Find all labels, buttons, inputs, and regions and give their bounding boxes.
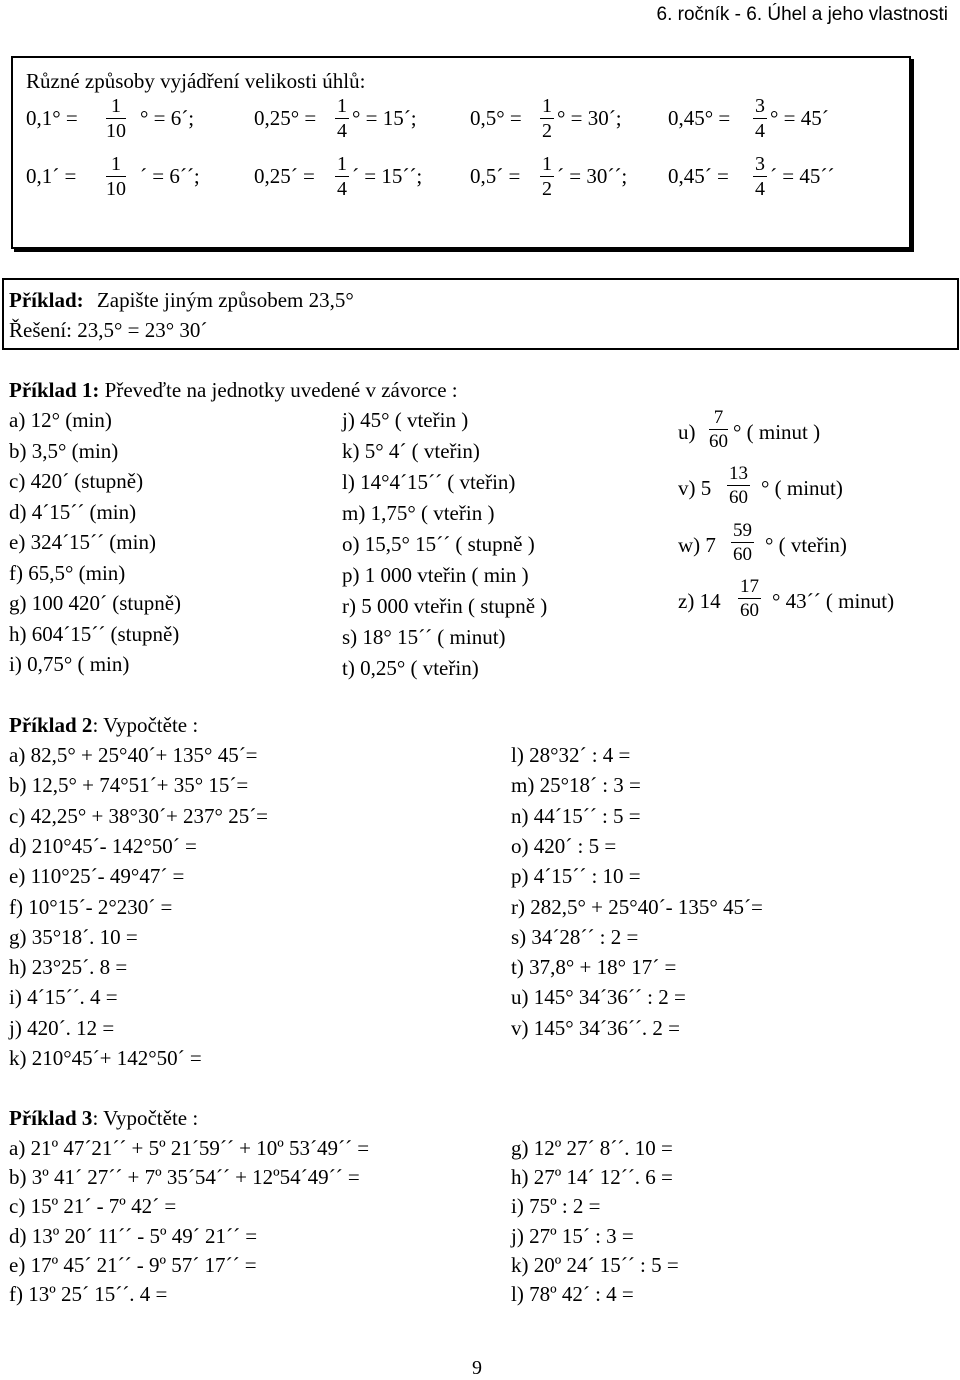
- conversion-rhs: ´ = 6´´;: [140, 164, 200, 188]
- example-task: Zapište jiným způsobem 23,5°: [96, 288, 354, 312]
- ex2-item: a) 82,5° + 25°40´+ 135° 45´=: [9, 743, 258, 767]
- ex1-item: t) 0,25° ( vteřin): [342, 656, 479, 680]
- fraction: [727, 464, 750, 507]
- fraction: [753, 96, 767, 141]
- ex3-item: i) 75º : 2 =: [511, 1194, 601, 1219]
- ex3-item: b) 3º 41´ 27´´ + 7º 35´54´´ + 12º54´49´´ =: [9, 1165, 360, 1190]
- ex1-item: p) 1 000 vteřin ( min ): [342, 563, 529, 587]
- ex1-item-prefix: u): [678, 420, 696, 444]
- ex1-item: k) 5° 4´ ( vteřin): [342, 439, 480, 463]
- fraction-numerator: 59: [733, 520, 752, 541]
- conversion-lhs: 0,1° =: [26, 106, 78, 130]
- conversion-rhs: ° = 45´: [770, 106, 829, 130]
- fraction-bar: [731, 542, 754, 543]
- fraction-bar: [709, 429, 728, 430]
- fraction-denominator: 60: [709, 431, 728, 452]
- ex3-item: f) 13º 25´ 15´´. 4 =: [9, 1282, 168, 1306]
- ex1-item: l) 14°4´15´´ ( vteřin): [342, 470, 516, 494]
- ex1-item-suffix: ° ( minut): [761, 476, 843, 500]
- ex1-item-suffix: ° ( vteřin): [765, 533, 847, 557]
- fraction: [106, 96, 126, 141]
- ex1-item: b) 3,5° (min): [9, 438, 119, 463]
- ex3-item: c) 15º 21´ - 7º 42´ =: [9, 1194, 177, 1219]
- ex2-item: o) 420´ : 5 =: [511, 833, 617, 858]
- fraction-numerator: 17: [740, 576, 759, 597]
- fraction-bar: [753, 118, 767, 119]
- ex3-item: d) 13º 20´ 11´´ - 5º 49´ 21´´ =: [9, 1223, 258, 1248]
- fraction: [540, 96, 554, 141]
- page-header: 6. ročník - 6. Úhel a jeho vlastnosti: [656, 4, 948, 25]
- fraction-denominator: 60: [733, 544, 752, 565]
- fraction-denominator: 2: [542, 120, 552, 142]
- page-number: 9: [472, 1357, 482, 1379]
- ex3-label: Příklad 3: [9, 1106, 93, 1130]
- ex1-item: m) 1,75° ( vteřin ): [342, 501, 495, 525]
- fraction: [335, 154, 349, 199]
- fraction-bar: [335, 176, 349, 177]
- fraction-bar: [106, 176, 126, 177]
- fraction-bar: [753, 176, 767, 177]
- ex2-item: b) 12,5° + 74°51´+ 35° 15´=: [9, 773, 249, 798]
- fraction-numerator: 1: [337, 153, 347, 175]
- ex1-label: Příklad 1:: [9, 378, 100, 402]
- conversion-lhs: 0,25° =: [254, 106, 317, 130]
- ex2-item: p) 4´15´´ : 10 =: [511, 864, 641, 889]
- fraction: [731, 521, 754, 564]
- fraction: [709, 408, 728, 451]
- ex1-item-prefix: w) 7: [678, 533, 716, 557]
- fraction-bar: [540, 118, 554, 119]
- fraction-bar: [727, 485, 750, 486]
- ex3-item: e) 17º 45´ 21´´ - 9º 57´ 17´´ =: [9, 1252, 257, 1277]
- conversion-lhs: 0,45´ =: [668, 164, 729, 188]
- ex2-item: h) 23°25´. 8 =: [9, 955, 128, 980]
- box-title: Různé způsoby vyjádření velikosti úhlů:: [26, 69, 366, 93]
- ex1-task: Převeďte na jednotky uvedené v závorce :: [104, 378, 458, 402]
- ex2-item: u) 145° 34´36´´ : 2 =: [511, 985, 686, 1010]
- example-line: [9, 290, 354, 311]
- conversion-lhs: 0,45° =: [668, 106, 731, 130]
- ex3-item: g) 12º 27´ 8´´. 10 =: [511, 1136, 673, 1160]
- fraction-denominator: 60: [729, 487, 748, 508]
- ex1-item: g) 100 420´ (stupně): [9, 591, 182, 615]
- conversion-lhs: 0,5° =: [470, 106, 522, 130]
- ex2-task: : Vypočtěte :: [92, 713, 199, 737]
- fraction: [540, 154, 554, 199]
- ex2-label: Příklad 2: [9, 713, 93, 737]
- example-label: Příklad:: [9, 288, 84, 312]
- ex3-item: h) 27º 14´ 12´´. 6 =: [511, 1165, 673, 1190]
- fraction-numerator: 3: [755, 95, 765, 117]
- fraction-bar: [540, 176, 554, 177]
- fraction: [335, 96, 349, 141]
- conversion-rhs: ´ = 45´´: [770, 164, 835, 188]
- ex2-item: v) 145° 34´36´´. 2 =: [511, 1015, 680, 1040]
- ex1-item: r) 5 000 vteřin ( stupně ): [342, 594, 548, 618]
- ex1-item-suffix: ° 43´´ ( minut): [772, 589, 895, 613]
- ex1-item: s) 18° 15´´ ( minut): [342, 625, 506, 649]
- ex1-item: e) 324´15´´ (min): [9, 530, 156, 554]
- ex2-item: l) 28°32´ : 4 =: [511, 743, 631, 767]
- fraction-denominator: 4: [755, 178, 765, 200]
- ex2-item: d) 210°45´- 142°50´ =: [9, 833, 197, 858]
- fraction-bar: [106, 118, 126, 119]
- ex3-heading: [9, 1108, 198, 1129]
- ex2-item: t) 37,8° + 18° 17´ =: [511, 955, 677, 980]
- ex2-item: f) 10°15´- 2°230´ =: [9, 894, 173, 919]
- fraction-denominator: 60: [740, 600, 759, 621]
- ex3-item: l) 78º 42´ : 4 =: [511, 1282, 634, 1306]
- conversion-rhs: ´ = 15´´;: [352, 164, 423, 188]
- ex2-item: j) 420´. 12 =: [9, 1015, 115, 1040]
- ex2-item: e) 110°25´- 49°47´ =: [9, 864, 185, 889]
- ex1-item: c) 420´ (stupně): [9, 469, 144, 493]
- ex1-item-prefix: z) 14: [678, 589, 721, 613]
- fraction-numerator: 13: [729, 463, 748, 484]
- fraction-numerator: 1: [111, 153, 121, 175]
- fraction-numerator: 1: [542, 153, 552, 175]
- ex2-item: i) 4´15´´. 4 =: [9, 985, 118, 1010]
- conversion-rhs: ´ = 30´´;: [557, 164, 628, 188]
- fraction-numerator: 7: [713, 407, 724, 428]
- ex1-item: j) 45° ( vteřin ): [342, 408, 469, 432]
- ex3-item: j) 27º 15´ : 3 =: [511, 1223, 634, 1248]
- fraction: [753, 154, 767, 199]
- ex1-heading: [9, 380, 458, 401]
- ex2-item: g) 35°18´. 10 =: [9, 924, 138, 949]
- fraction-denominator: 2: [542, 178, 552, 200]
- fraction-numerator: 1: [111, 95, 121, 117]
- fraction-numerator: 3: [755, 153, 765, 175]
- ex2-item: c) 42,25° + 38°30´+ 237° 25´=: [9, 803, 269, 828]
- fraction: [738, 577, 761, 620]
- ex1-item: a) 12° (min): [9, 408, 112, 432]
- conversion-lhs: 0,1´ =: [26, 164, 77, 188]
- example-solution: Řešení: 23,5° = 23° 30´: [9, 318, 208, 342]
- ex1-item: h) 604´15´´ (stupně): [9, 621, 180, 646]
- ex2-item: m) 25°18´ : 3 =: [511, 773, 641, 798]
- fraction-numerator: 1: [337, 95, 347, 117]
- ex1-item: o) 15,5° 15´´ ( stupně ): [342, 532, 535, 556]
- ex2-item: n) 44´15´´ : 5 =: [511, 803, 641, 828]
- ex2-item: s) 34´28´´ : 2 =: [511, 924, 639, 949]
- conversion-lhs: 0,25´ =: [254, 164, 315, 188]
- fraction-denominator: 4: [337, 178, 347, 200]
- fraction-denominator: 4: [337, 120, 347, 142]
- conversion-rhs: ° = 15´;: [352, 106, 417, 130]
- ex1-item-prefix: v) 5: [678, 476, 712, 500]
- ex1-item: i) 0,75° ( min): [9, 652, 130, 676]
- ex2-item: k) 210°45´+ 142°50´ =: [9, 1046, 202, 1070]
- ex1-item: f) 65,5° (min): [9, 560, 126, 585]
- ex3-item: a) 21º 47´21´´ + 5º 21´59´´ + 10º 53´49´´ =: [9, 1136, 370, 1160]
- fraction-bar: [335, 118, 349, 119]
- ex2-heading: [9, 715, 198, 736]
- fraction-denominator: 10: [106, 178, 126, 200]
- fraction: [106, 154, 126, 199]
- conversion-rhs: ° = 6´;: [140, 106, 195, 130]
- conversion-lhs: 0,5´ =: [470, 164, 521, 188]
- ex1-item: d) 4´15´´ (min): [9, 499, 137, 524]
- fraction-denominator: 4: [755, 120, 765, 142]
- ex2-item: r) 282,5° + 25°40´- 135° 45´=: [511, 894, 763, 919]
- fraction-numerator: 1: [542, 95, 552, 117]
- ex3-item: k) 20º 24´ 15´´ : 5 =: [511, 1252, 679, 1277]
- ex1-item-suffix: ° ( minut ): [733, 420, 821, 444]
- ex3-task: : Vypočtěte :: [92, 1106, 199, 1130]
- conversion-rhs: ° = 30´;: [557, 106, 622, 130]
- fraction-denominator: 10: [106, 120, 126, 142]
- fraction-bar: [738, 598, 761, 599]
